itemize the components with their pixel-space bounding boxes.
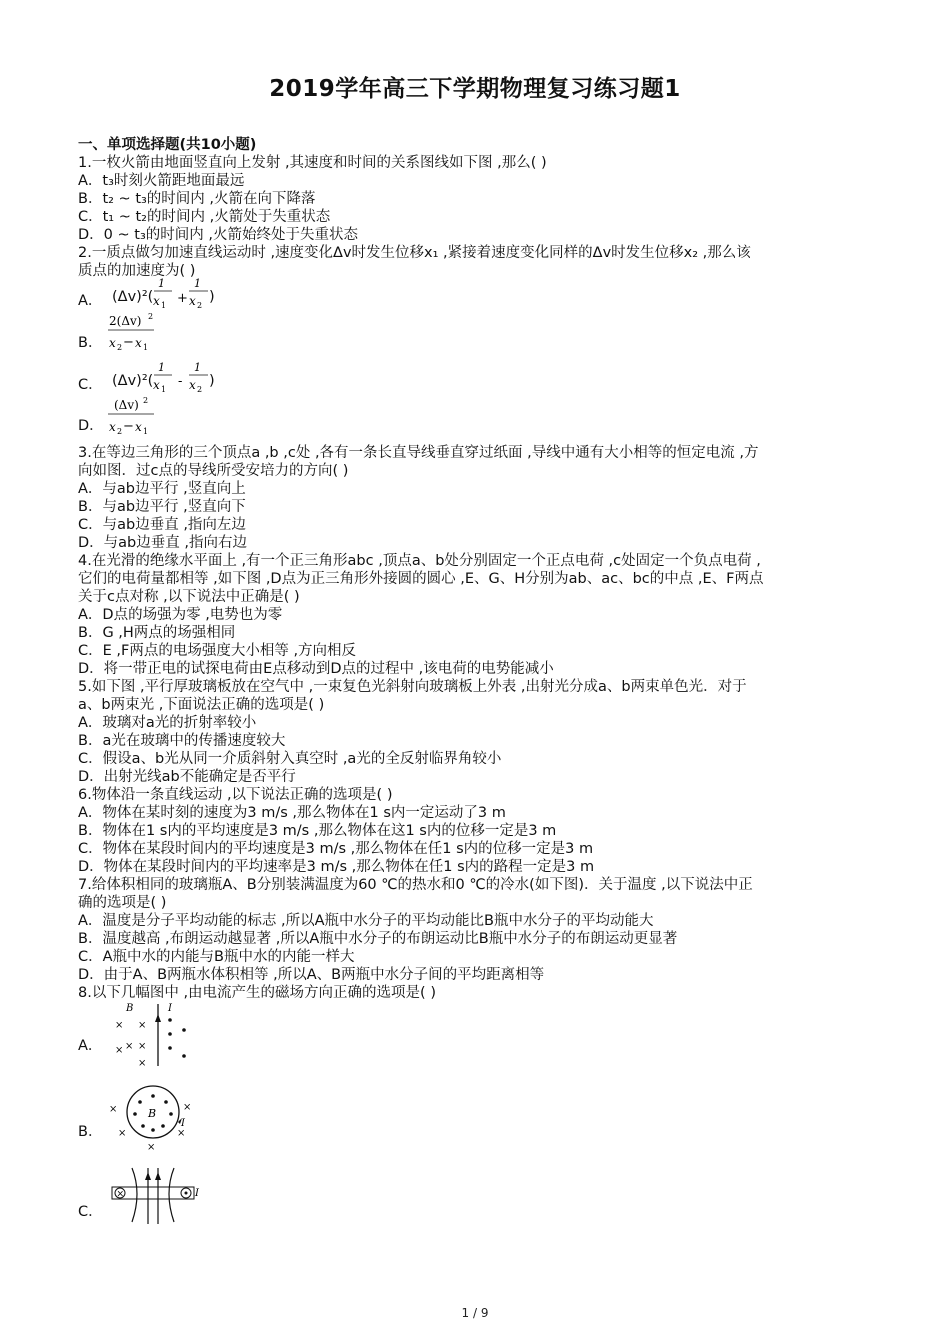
- svg-text:1: 1: [161, 385, 167, 394]
- svg-text:2: 2: [197, 385, 203, 394]
- svg-text:x: x: [135, 336, 142, 350]
- q6-option-c: C．物体在某段时间内的平均速度是3 m/s ,那么物体在任1 s内的位移一定是3 m: [78, 841, 594, 857]
- svg-text:x: x: [189, 378, 196, 392]
- q6-option-d: D．物体在某段时间内的平均速率是3 m/s ,那么物体在任1 s内的路程一定是3 m: [78, 859, 595, 875]
- svg-text:B: B: [126, 1003, 134, 1014]
- q3-option-a: A．与ab边平行 ,竖直向上: [78, 481, 246, 497]
- svg-text:1: 1: [158, 361, 165, 374]
- q5-option-b: B．a光在玻璃中的传播速度较大: [78, 733, 286, 749]
- svg-text:×: ×: [116, 1189, 125, 1200]
- svg-text:×: ×: [183, 1102, 192, 1113]
- q1-option-b: B．t₂ ~ t₃的时间内 ,火箭在向下降落: [78, 191, 316, 207]
- q2-option-b-fraction: [106, 312, 166, 354]
- svg-text:x: x: [153, 378, 160, 392]
- svg-text:(Δv): (Δv): [114, 398, 139, 412]
- svg-text:×: ×: [138, 1020, 147, 1031]
- q5-option-d: D．出射光线ab不能确定是否平行: [78, 769, 296, 785]
- q2-option-d-fraction: [106, 396, 166, 438]
- svg-text:x: x: [189, 294, 196, 308]
- svg-text:1: 1: [143, 343, 149, 352]
- q7-option-d: D．由于A、B两瓶水体积相等 ,所以A、B两瓶中水分子间的平均距离相等: [78, 967, 545, 983]
- q8-option-b-figure: [110, 1082, 200, 1154]
- q2-option-c-label: C．: [78, 377, 103, 393]
- q2-c-prefix: (Δv)²(: [112, 373, 154, 389]
- page-title: 2019学年高三下学期物理复习练习题1: [269, 76, 681, 102]
- q3-stem-line2: 向如图．过c点的导线所受安培力的方向( ): [78, 463, 349, 479]
- svg-text:2: 2: [117, 427, 123, 436]
- svg-text:x: x: [109, 420, 116, 434]
- svg-text:×: ×: [125, 1041, 134, 1052]
- svg-text:x: x: [109, 336, 116, 350]
- q1-option-c: C．t₁ ~ t₂的时间内 ,火箭处于失重状态: [78, 209, 331, 225]
- svg-text:1: 1: [143, 427, 149, 436]
- q8-option-a-label: A．: [78, 1038, 103, 1054]
- svg-text:x: x: [135, 420, 142, 434]
- q6-option-a: A．物体在某时刻的速度为3 m/s ,那么物体在1 s内一定运动了3 m: [78, 805, 506, 821]
- svg-text:I: I: [181, 1118, 185, 1129]
- q2-option-a-label: A．: [78, 293, 103, 309]
- q3-option-b: B．与ab边平行 ,竖直向下: [78, 499, 246, 515]
- q2-a-prefix: (Δv)²(: [112, 289, 154, 305]
- q8-option-b-label: B．: [78, 1124, 103, 1140]
- q6-option-b: B．物体在1 s内的平均速度是3 m/s ,那么物体在这1 s内的位移一定是3 m: [78, 823, 557, 839]
- q4-stem-line1: 4.在光滑的绝缘水平面上 ,有一个正三角形abc ,顶点a、b处分别固定一个正点电荷 ,c处固定一个负点电荷 ,: [78, 553, 761, 569]
- svg-text:2: 2: [143, 396, 149, 405]
- svg-text:2: 2: [148, 312, 154, 321]
- q3-option-d: D．与ab边垂直 ,指向右边: [78, 535, 247, 551]
- svg-text:1: 1: [161, 301, 167, 310]
- q3-stem-line1: 3.在等边三角形的三个顶点a ,b ,c处 ,各有一条长直导线垂直穿过纸面 ,导线中通有大小相等的恒定电流 ,方: [78, 445, 759, 461]
- q2-option-c-formula: [112, 373, 153, 390]
- q2-option-a-formula: [112, 289, 153, 306]
- svg-text:2(Δv): 2(Δv): [109, 314, 142, 328]
- svg-text:-: -: [178, 374, 183, 389]
- q1-option-a: A．t₃时刻火箭距地面最远: [78, 173, 245, 189]
- q4-option-a: A．D点的场强为零 ,电势也为零: [78, 607, 283, 623]
- svg-text:−: −: [123, 419, 134, 434]
- svg-text:B: B: [148, 1107, 157, 1120]
- q2-c-suffix: ): [209, 373, 215, 389]
- q6-stem: 6.物体沿一条直线运动 ,以下说法正确的选项是( ): [78, 787, 393, 803]
- q2-a-suffix: ): [209, 289, 215, 305]
- q4-stem-line2: 它们的电荷量都相等 ,如下图 ,D点为正三角形外接圆的圆心 ,E、G、H分别为ab、ac、bc的中点 ,E、F两点: [78, 571, 764, 587]
- q8-option-c-label: C．: [78, 1204, 103, 1220]
- svg-text:×: ×: [177, 1128, 186, 1139]
- q7-stem-line1: 7.给体积相同的玻璃瓶A、B分别装满温度为60 ℃的热水和0 ℃的冷水(如下图)．关于温度 ,以下说法中正: [78, 877, 753, 893]
- svg-text:2: 2: [197, 301, 203, 310]
- q7-option-a: A．温度是分子平均动能的标志 ,所以A瓶中水分子的平均动能比B瓶中水分子的平均动能大: [78, 913, 654, 929]
- q7-stem-line2: 确的选项是( ): [78, 895, 167, 911]
- q1-option-d: D．0 ~ t₃的时间内 ,火箭始终处于失重状态: [78, 227, 358, 243]
- q5-stem-line1: 5.如下图 ,平行厚玻璃板放在空气中 ,一束复色光斜射向玻璃板上外表 ,出射光分成a、b两束单色光．对于: [78, 679, 747, 695]
- svg-text:+: +: [177, 291, 188, 306]
- q5-option-a: A．玻璃对a光的折射率较小: [78, 715, 257, 731]
- q8-option-a-figure: [108, 1000, 200, 1068]
- svg-text:×: ×: [118, 1128, 127, 1139]
- q2-option-b-label: B．: [78, 335, 103, 351]
- q4-stem-line3: 关于c点对称 ,以下说法中正确是( ): [78, 589, 300, 605]
- q1-stem: 1.一枚火箭由地面竖直向上发射 ,其速度和时间的关系图线如下图 ,那么( ): [78, 155, 547, 171]
- q2-option-d-label: D．: [78, 418, 104, 434]
- svg-text:×: ×: [147, 1142, 156, 1153]
- svg-text:×: ×: [138, 1041, 147, 1052]
- svg-text:x: x: [153, 294, 160, 308]
- svg-text:1: 1: [194, 277, 201, 290]
- svg-text:−: −: [123, 335, 134, 350]
- q2-stem-line2: 质点的加速度为( ): [78, 263, 196, 279]
- svg-text:I: I: [168, 1003, 172, 1014]
- q4-option-d: D．将一带正电的试探电荷由E点移动到D点的过程中 ,该电荷的电势能减小: [78, 661, 554, 677]
- svg-text:1: 1: [158, 277, 165, 290]
- q3-option-c: C．与ab边垂直 ,指向左边: [78, 517, 246, 533]
- page-number: 1 / 9: [461, 1306, 489, 1320]
- q8-stem: 8.以下几幅图中 ,由电流产生的磁场方向正确的选项是( ): [78, 985, 436, 1001]
- svg-text:×: ×: [115, 1045, 124, 1056]
- q4-option-c: C．E ,F两点的电场强度大小相等 ,方向相反: [78, 643, 357, 659]
- q7-option-c: C．A瓶中水的内能与B瓶中水的内能一样大: [78, 949, 355, 965]
- q8-option-c-figure: [108, 1166, 204, 1232]
- svg-text:×: ×: [138, 1058, 147, 1069]
- svg-text:×: ×: [115, 1020, 124, 1031]
- q4-option-b: B．G ,H两点的场强相同: [78, 625, 236, 641]
- svg-text:2: 2: [117, 343, 123, 352]
- svg-text:1: 1: [194, 361, 201, 374]
- section-heading: 一、单项选择题(共10小题): [78, 137, 257, 153]
- q7-option-b: B．温度越高 ,布朗运动越显著 ,所以A瓶中水分子的布朗运动比B瓶中水分子的布朗运动更显著: [78, 931, 678, 947]
- q2-stem-line1: 2.一质点做匀加速直线运动时 ,速度变化Δv时发生位移x₁ ,紧接着速度变化同样的Δv时发生位移x₂ ,那么该: [78, 245, 751, 261]
- q5-option-c: C．假设a、b光从同一介质斜射入真空时 ,a光的全反射临界角较小: [78, 751, 502, 767]
- svg-text:I: I: [195, 1188, 199, 1199]
- q5-stem-line2: a、b两束光 ,下面说法正确的选项是( ): [78, 697, 325, 713]
- svg-text:×: ×: [109, 1104, 118, 1115]
